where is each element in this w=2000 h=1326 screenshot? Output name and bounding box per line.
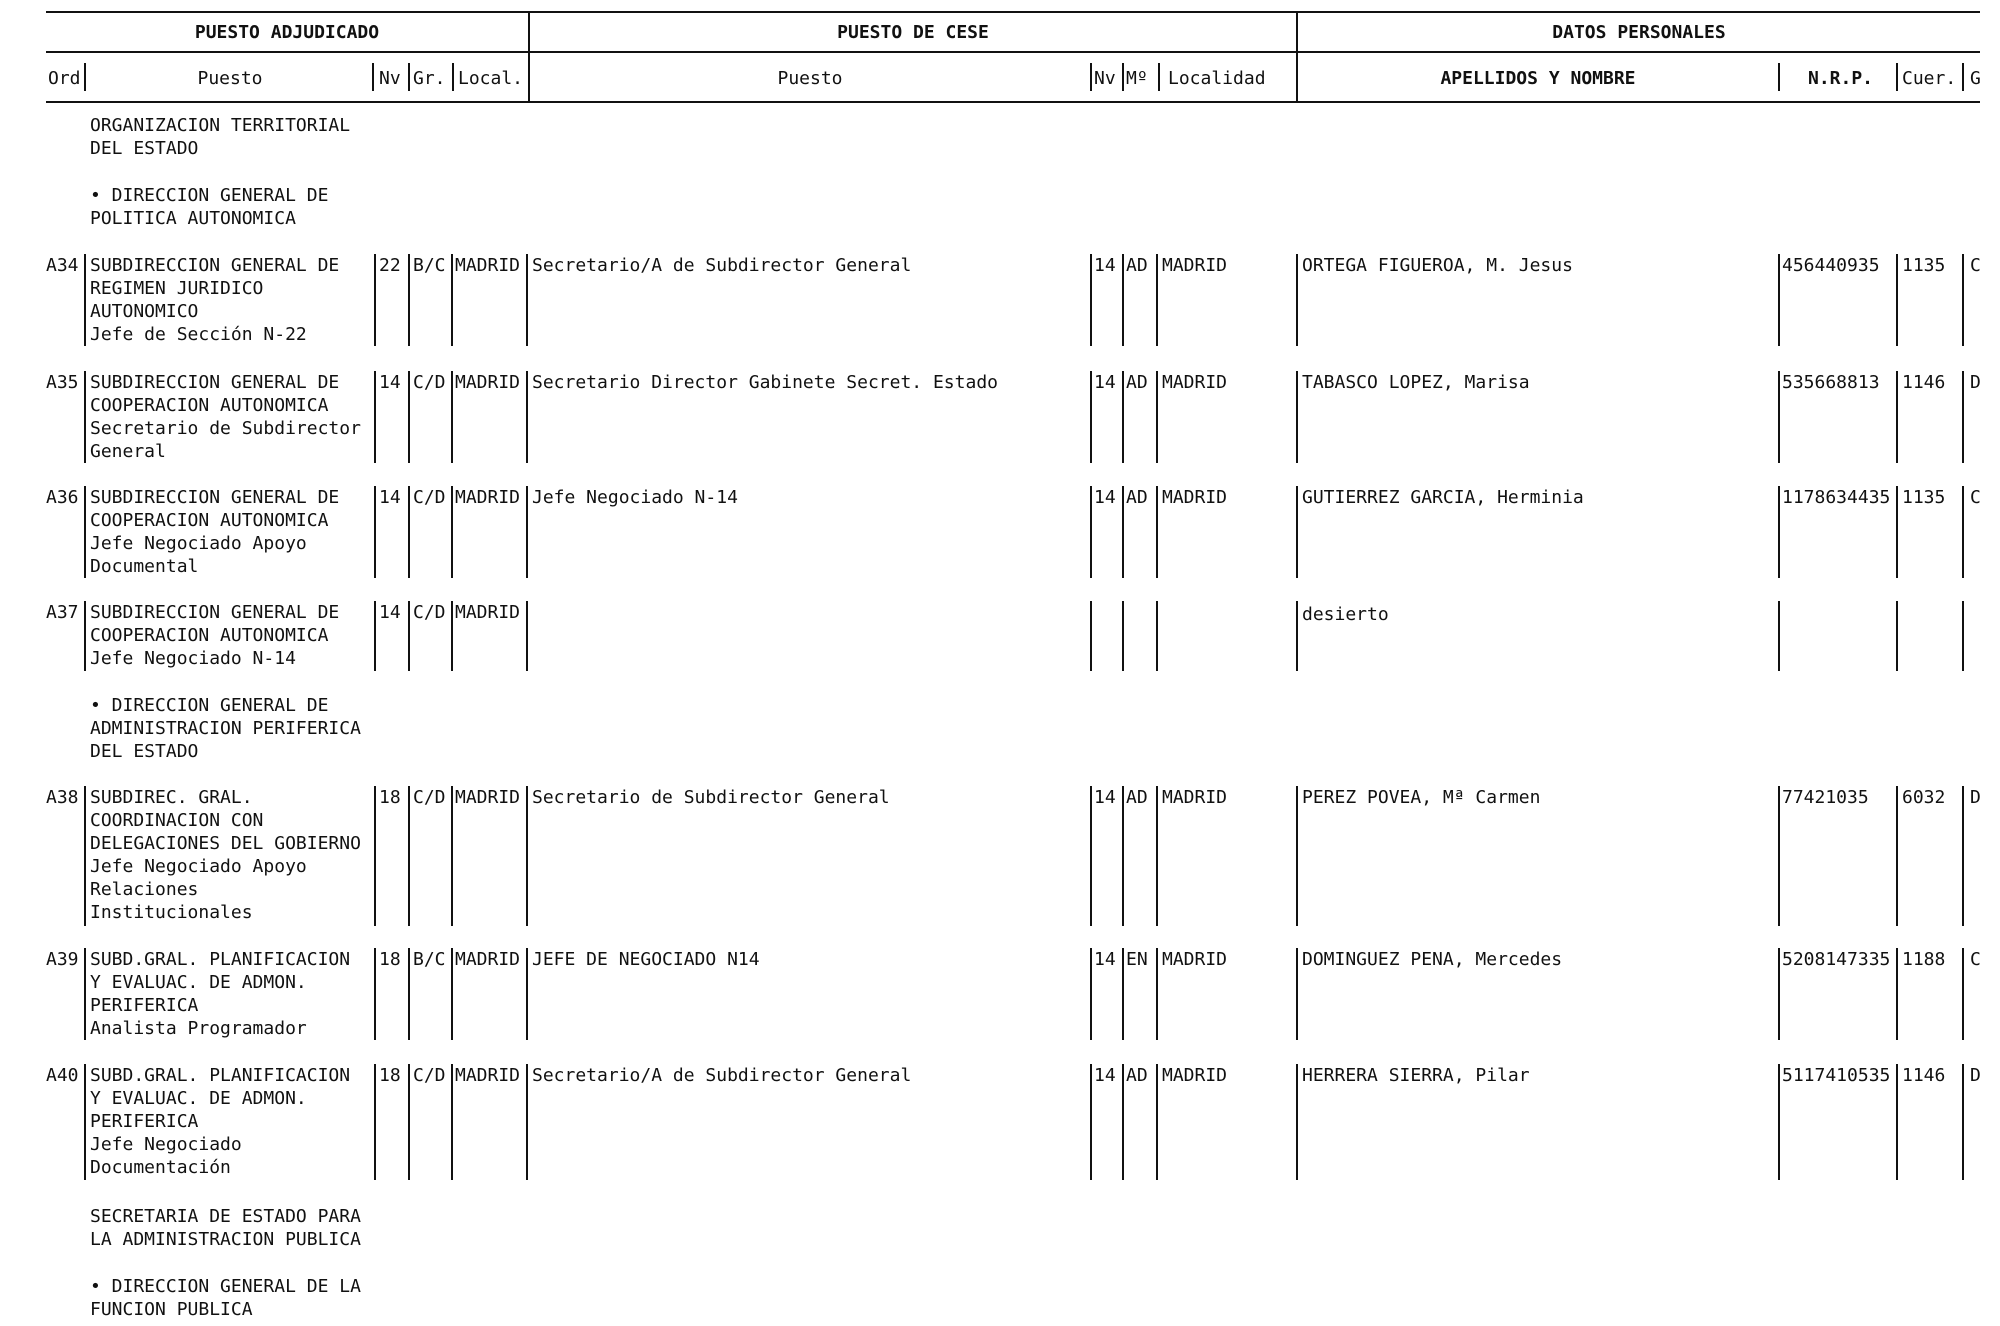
cell-sep — [1090, 254, 1092, 346]
cell-sep — [408, 786, 410, 926]
row-nv: 14 — [379, 487, 401, 508]
row-cese-nv: 14 — [1094, 787, 1116, 808]
cell-sep — [526, 486, 528, 578]
row-nombre: HERRERA SIERRA, Pilar — [1302, 1065, 1530, 1086]
row-cese-nv: 14 — [1094, 487, 1116, 508]
cell-sep — [374, 948, 376, 1040]
row-g: D — [1970, 787, 1981, 808]
cell-sep — [374, 254, 376, 346]
cell-sep — [1962, 486, 1964, 578]
row-gr: B/C — [413, 255, 446, 276]
col-gr: Gr. — [413, 68, 446, 89]
row-puesto: SUBDIRECCION GENERAL DE REGIMEN JURIDICO AUTONOMICO Jefe de Sección N-22 — [90, 255, 340, 345]
group-puesto-adjudicado: PUESTO ADJUDICADO — [194, 22, 380, 43]
row-puesto: SUBD.GRAL. PLANIFICACION Y EVALUAC. DE ADMON. PERIFERICA Analista Programador — [90, 949, 351, 1039]
row-cese-puesto: Secretario/A de Subdirector General — [532, 1065, 912, 1086]
cell-sep — [374, 1064, 376, 1180]
row-nv: 22 — [379, 255, 401, 276]
group-puesto-cese: PUESTO DE CESE — [837, 22, 989, 43]
table-row — [0, 486, 2000, 578]
row-gr: C/D — [413, 487, 446, 508]
cell-sep — [1090, 486, 1092, 578]
row-cese-nv: 14 — [1094, 255, 1116, 276]
row-nrp: 5208147335 — [1782, 949, 1891, 970]
cell-sep — [1296, 486, 1298, 578]
row-nombre: ORTEGA FIGUEROA, M. Jesus — [1302, 255, 1573, 276]
row-puesto: SUBDIRECCION GENERAL DE COOPERACION AUTONOMICA Jefe Negociado N-14 — [90, 602, 340, 669]
cell-sep — [1156, 486, 1158, 578]
row-nrp: 77421035 — [1782, 787, 1869, 808]
row-g: C — [1970, 487, 1981, 508]
cell-sep — [451, 371, 453, 463]
hdr-sep — [1090, 63, 1092, 91]
row-gr: C/D — [413, 372, 446, 393]
cell-sep — [1296, 948, 1298, 1040]
cell-sep — [408, 948, 410, 1040]
cell-sep — [451, 254, 453, 346]
cell-sep — [1778, 254, 1780, 346]
cell-sep — [1122, 1064, 1124, 1180]
cell-sep — [1778, 948, 1780, 1040]
cell-sep — [84, 601, 86, 671]
row-puesto: SUBD.GRAL. PLANIFICACION Y EVALUAC. DE ADMON. PERIFERICA Jefe Negociado Documentación — [90, 1065, 351, 1178]
row-nv: 14 — [379, 372, 401, 393]
row-nombre: GUTIERREZ GARCIA, Herminia — [1302, 487, 1584, 508]
row-cese-m: AD — [1126, 787, 1148, 808]
col-localidad: Localidad — [1168, 68, 1266, 89]
cell-sep — [1896, 1064, 1898, 1180]
row-gr: C/D — [413, 787, 446, 808]
col-cese-m: Mº — [1126, 68, 1148, 89]
row-localidad: MADRID — [1162, 949, 1228, 970]
cell-sep — [84, 371, 86, 463]
row-ord: A40 — [46, 1065, 79, 1086]
row-cuer: 1135 — [1902, 255, 1946, 276]
cell-sep — [1962, 948, 1964, 1040]
row-nv: 18 — [379, 1065, 401, 1086]
section-heading: SECRETARIA DE ESTADO PARA LA ADMINISTRACION PUBLICA — [90, 1206, 361, 1250]
hdr-sep — [372, 63, 374, 91]
cell-sep — [526, 786, 528, 926]
cell-sep — [1090, 1064, 1092, 1180]
row-cese-nv: 14 — [1094, 372, 1116, 393]
col-puesto: Puesto — [197, 68, 263, 89]
cell-sep — [84, 1064, 86, 1180]
cell-sep — [1896, 371, 1898, 463]
row-g: C — [1970, 255, 1981, 276]
hdr-sep — [1962, 63, 1964, 91]
cell-sep — [1896, 486, 1898, 578]
row-ord: A35 — [46, 372, 79, 393]
row-localidad: MADRID — [1162, 255, 1228, 276]
table-row — [0, 254, 2000, 346]
row-cese-nv: 14 — [1094, 1065, 1116, 1086]
cell-sep — [1778, 486, 1780, 578]
cell-sep — [1896, 786, 1898, 926]
cell-sep — [1962, 254, 1964, 346]
row-local: MADRID — [455, 949, 521, 970]
table-row — [0, 1064, 2000, 1180]
cell-sep — [1296, 371, 1298, 463]
row-local: MADRID — [455, 372, 521, 393]
row-g: D — [1970, 1065, 1981, 1086]
cell-sep — [84, 254, 86, 346]
row-cese-m: AD — [1126, 1065, 1148, 1086]
row-nv: 18 — [379, 787, 401, 808]
row-gr: B/C — [413, 949, 446, 970]
row-localidad: MADRID — [1162, 787, 1228, 808]
table-row — [0, 371, 2000, 463]
cell-sep — [1296, 786, 1298, 926]
section-heading: ORGANIZACION TERRITORIAL DEL ESTADO — [90, 115, 351, 159]
cell-sep — [1090, 371, 1092, 463]
row-cuer: 1146 — [1902, 372, 1946, 393]
row-nombre: PEREZ POVEA, Mª Carmen — [1302, 787, 1541, 808]
row-cese-puesto: Secretario/A de Subdirector General — [532, 255, 912, 276]
cell-sep — [1962, 371, 1964, 463]
cell-sep — [1962, 786, 1964, 926]
cell-sep — [1296, 1064, 1298, 1180]
row-puesto: SUBDIREC. GRAL. COORDINACION CON DELEGACIONES DEL GOBIERNO Jefe Negociado Apoyo Relaciones Institucionales — [90, 787, 361, 923]
row-cese-m: AD — [1126, 372, 1148, 393]
row-cese-m: EN — [1126, 949, 1148, 970]
section-heading: • DIRECCION GENERAL DE ADMINISTRACION PERIFERICA DEL ESTADO — [90, 695, 361, 762]
row-cese-puesto: Secretario de Subdirector General — [532, 787, 890, 808]
row-localidad: MADRID — [1162, 1065, 1228, 1086]
cell-sep — [1122, 254, 1124, 346]
cell-sep — [1296, 254, 1298, 346]
table-row — [0, 601, 2000, 673]
cell-sep — [1778, 1064, 1780, 1180]
row-local: MADRID — [455, 602, 521, 623]
row-nv: 18 — [379, 949, 401, 970]
row-cuer: 1146 — [1902, 1065, 1946, 1086]
cell-sep — [84, 948, 86, 1040]
cell-sep — [374, 786, 376, 926]
cell-sep — [1778, 371, 1780, 463]
table-row — [0, 786, 2000, 926]
header-bottom-rule — [46, 101, 1980, 103]
row-local: MADRID — [455, 255, 521, 276]
row-local: MADRID — [455, 487, 521, 508]
cell-sep — [374, 486, 376, 578]
cell-sep — [1156, 371, 1158, 463]
row-local: MADRID — [455, 1065, 521, 1086]
row-cese-m: AD — [1126, 255, 1148, 276]
cell-sep — [451, 1064, 453, 1180]
row-cese-m: AD — [1126, 487, 1148, 508]
cell-sep — [1122, 371, 1124, 463]
cell-sep — [408, 254, 410, 346]
cell-sep — [408, 1064, 410, 1180]
row-nombre: desierto — [1302, 604, 1389, 625]
cell-sep — [451, 948, 453, 1040]
row-localidad: MADRID — [1162, 372, 1228, 393]
hdr-sep — [84, 63, 86, 91]
row-ord: A38 — [46, 787, 79, 808]
cell-sep — [526, 601, 528, 671]
col-cuer: Cuer. — [1902, 68, 1957, 89]
row-cese-puesto: Secretario Director Gabinete Secret. Estado — [532, 372, 998, 393]
col-cese-nv: Nv — [1094, 68, 1116, 89]
table-row — [0, 948, 2000, 1040]
cell-sep — [451, 601, 453, 671]
cell-sep — [1156, 601, 1158, 671]
cell-sep — [451, 486, 453, 578]
cell-sep — [526, 1064, 528, 1180]
row-puesto: SUBDIRECCION GENERAL DE COOPERACION AUTONOMICA Secretario de Subdirector General — [90, 372, 361, 462]
row-cese-puesto: Jefe Negociado N-14 — [532, 487, 738, 508]
hdr-sep — [452, 63, 454, 91]
cell-sep — [1962, 601, 1964, 671]
cell-sep — [1156, 948, 1158, 1040]
cell-sep — [1090, 948, 1092, 1040]
cell-sep — [1156, 1064, 1158, 1180]
hdr-sep — [1896, 63, 1898, 91]
row-nombre: DOMINGUEZ PENA, Mercedes — [1302, 949, 1563, 970]
cell-sep — [1156, 786, 1158, 926]
cell-sep — [1778, 786, 1780, 926]
cell-sep — [1896, 254, 1898, 346]
section-heading: • DIRECCION GENERAL DE POLITICA AUTONOMICA — [90, 185, 329, 229]
row-cese-nv: 14 — [1094, 949, 1116, 970]
section-heading: • DIRECCION GENERAL DE LA FUNCION PUBLICA — [90, 1276, 361, 1320]
header-mid-rule — [46, 51, 1980, 53]
cell-sep — [1090, 601, 1092, 671]
cell-sep — [1896, 601, 1898, 671]
row-cuer: 1188 — [1902, 949, 1946, 970]
row-local: MADRID — [455, 787, 521, 808]
cell-sep — [1122, 786, 1124, 926]
hdr-sep — [1778, 63, 1780, 91]
row-nombre: TABASCO LOPEZ, Marisa — [1302, 372, 1530, 393]
col-ord: Ord — [48, 68, 81, 89]
row-nrp: 5117410535 — [1782, 1065, 1891, 1086]
row-nv: 14 — [379, 602, 401, 623]
col-cese-puesto: Puesto — [777, 68, 843, 89]
cell-sep — [1962, 1064, 1964, 1180]
cell-sep — [1296, 601, 1298, 671]
row-ord: A34 — [46, 255, 79, 276]
col-apellidos: APELLIDOS Y NOMBRE — [1440, 68, 1636, 89]
row-nrp: 535668813 — [1782, 372, 1880, 393]
cell-sep — [1122, 486, 1124, 578]
row-nrp: 456440935 — [1782, 255, 1880, 276]
row-g: C — [1970, 949, 1981, 970]
row-g: D — [1970, 372, 1981, 393]
row-cuer: 6032 — [1902, 787, 1946, 808]
row-gr: C/D — [413, 602, 446, 623]
hdr-sep — [408, 63, 410, 91]
col-g: G — [1970, 68, 1981, 89]
row-cuer: 1135 — [1902, 487, 1946, 508]
cell-sep — [1778, 601, 1780, 671]
cell-sep — [526, 371, 528, 463]
col-local: Local. — [458, 68, 524, 89]
row-puesto: SUBDIRECCION GENERAL DE COOPERACION AUTONOMICA Jefe Negociado Apoyo Documental — [90, 487, 340, 577]
cell-sep — [374, 371, 376, 463]
cell-sep — [374, 601, 376, 671]
header-top-rule — [46, 11, 1980, 13]
cell-sep — [408, 601, 410, 671]
row-ord: A39 — [46, 949, 79, 970]
cell-sep — [1896, 948, 1898, 1040]
group-datos-personales: DATOS PERSONALES — [1552, 22, 1726, 43]
cell-sep — [408, 486, 410, 578]
row-localidad: MADRID — [1162, 487, 1228, 508]
row-cese-puesto: JEFE DE NEGOCIADO N14 — [532, 949, 760, 970]
cell-sep — [526, 254, 528, 346]
cell-sep — [1090, 786, 1092, 926]
cell-sep — [451, 786, 453, 926]
col-nrp: N.R.P. — [1808, 68, 1874, 89]
row-nrp: 1178634435 — [1782, 487, 1891, 508]
cell-sep — [84, 786, 86, 926]
cell-sep — [1122, 601, 1124, 671]
hdr-sep — [1122, 63, 1124, 91]
hdr-sep — [1158, 63, 1160, 91]
cell-sep — [1122, 948, 1124, 1040]
row-ord: A36 — [46, 487, 79, 508]
col-nv: Nv — [379, 68, 401, 89]
cell-sep — [84, 486, 86, 578]
row-gr: C/D — [413, 1065, 446, 1086]
cell-sep — [1156, 254, 1158, 346]
cell-sep — [526, 948, 528, 1040]
row-ord: A37 — [46, 602, 79, 623]
cell-sep — [408, 371, 410, 463]
